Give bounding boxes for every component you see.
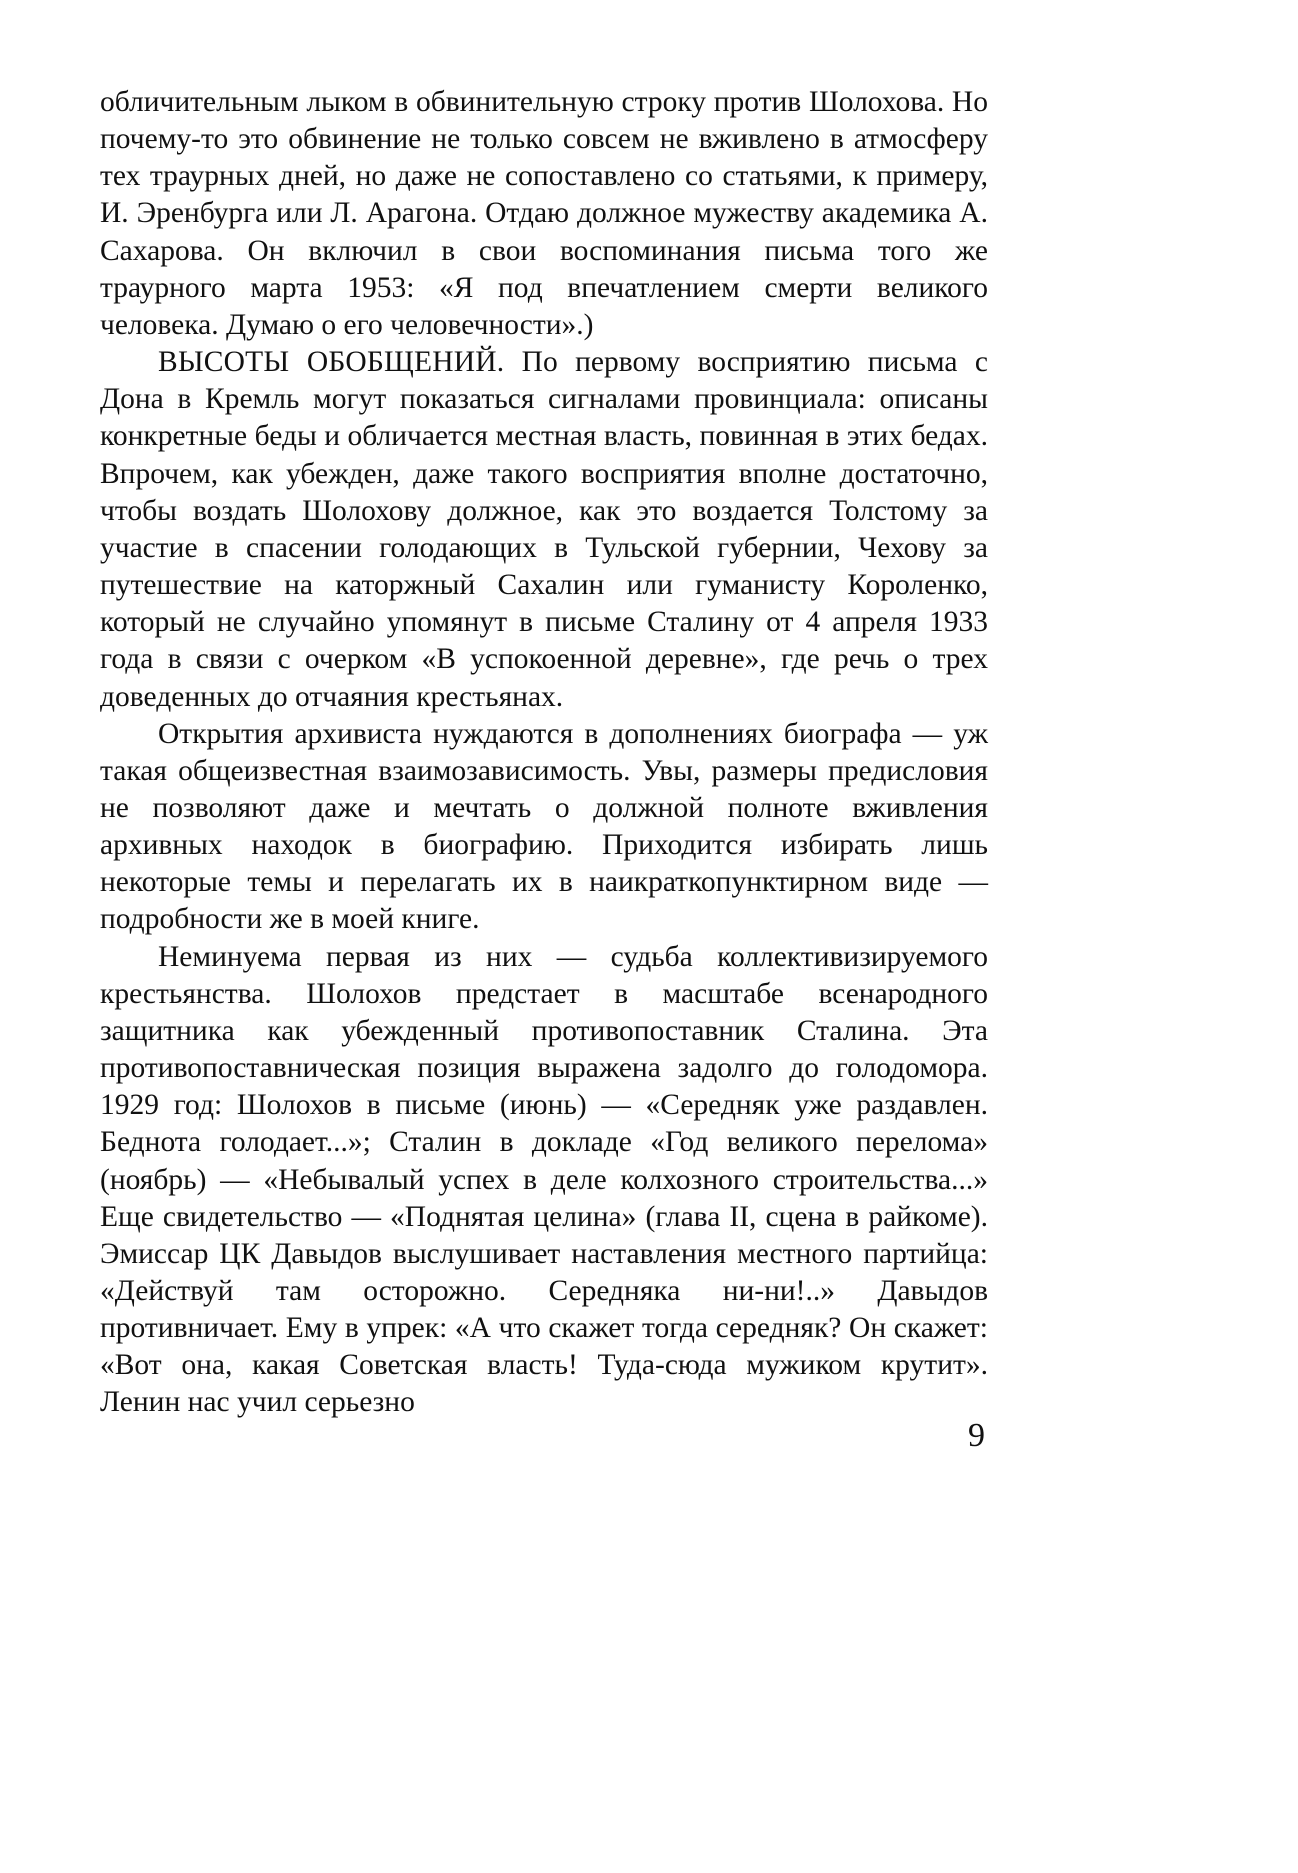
paragraph-text: Неминуема первая из них — судьба коллективизируемого крестьянства. Шолохов предстает в масштабе всенародного защитника как убежденный противопоставник Сталина. Эта противопоставническая позиция выражена задолго до голодомора. 1929 год: Шолохов в письме (июнь) — «Середняк уже раздавлен. Беднота голодает...»; Сталин в докладе «Год великого перелома» (ноябрь) — «Небывалый успех в деле колхозного строительства...» Еще свидетельство — «Поднятая целина» (глава II, сцена в райкоме). Эмиссар ЦК Давыдов выслушивает наставления местного партийца: «Действуй там осторожно. Середняка ни-ни!..» Давыдов противничает. Ему в упрек: «А что скажет тогда середняк? Он скажет: «Вот она, какая Советская власть! Туда-сюда мужиком крутит». Ленин нас учил серьезно [100, 940, 988, 1419]
paragraph-heights-of-generalization [100, 344, 988, 716]
paragraph-text: По первому восприятию письма с Дона в Кремль могут показаться сигналами провинциала: описаны конкретные беды и обличается местная власть, повинная в этих бедах. Впрочем, как убежден, даже такого восприятия вполне достаточно, чтобы воздать Шолохову должное, как это воздается Толстому за участие в спасении голодающих в Тульской губернии, Чехову за путешествие на каторжный Сахалин или гуманисту Короленко, который не случайно упомянут в письме Сталину от 4 апреля 1933 года в связи с очерком «В успокоенной деревне», где речь о трех доведенных до отчаяния крестьянах. [100, 346, 988, 713]
run-in-heading: ВЫСОТЫ ОБОБЩЕНИЙ. [158, 346, 505, 379]
paragraph-archivist-discoveries [100, 716, 988, 939]
paragraph-text: Открытия архивиста нуждаются в дополнениях биографа — уж такая общеизвестная взаимозависимость. Увы, размеры предисловия не позволяют даже и мечтать о должной полноте вживления архивных находок в биографию. Приходится избирать лишь некоторые темы и перелагать их в наикраткопунктирном виде — подробности же в моей книге. [100, 717, 988, 936]
paragraph-text: обличительным лыком в обвинительную строку против Шолохова. Но почему-то это обвинение не только совсем не вживлено в атмосферу тех траурных дней, но даже не сопоставлено со статьями, к примеру, И. Эренбурга или Л. Арагона. Отдаю должное мужеству академика А. Сахарова. Он включил в свои воспоминания письма того же траурного марта 1953: «Я под впечатлением смерти великого человека. Думаю о его человечности».) [100, 86, 988, 341]
body-text [100, 84, 988, 1422]
page-number: 9 [968, 1417, 985, 1454]
paragraph-continuation [100, 84, 988, 344]
paragraph-peasantry-fate [100, 939, 988, 1422]
